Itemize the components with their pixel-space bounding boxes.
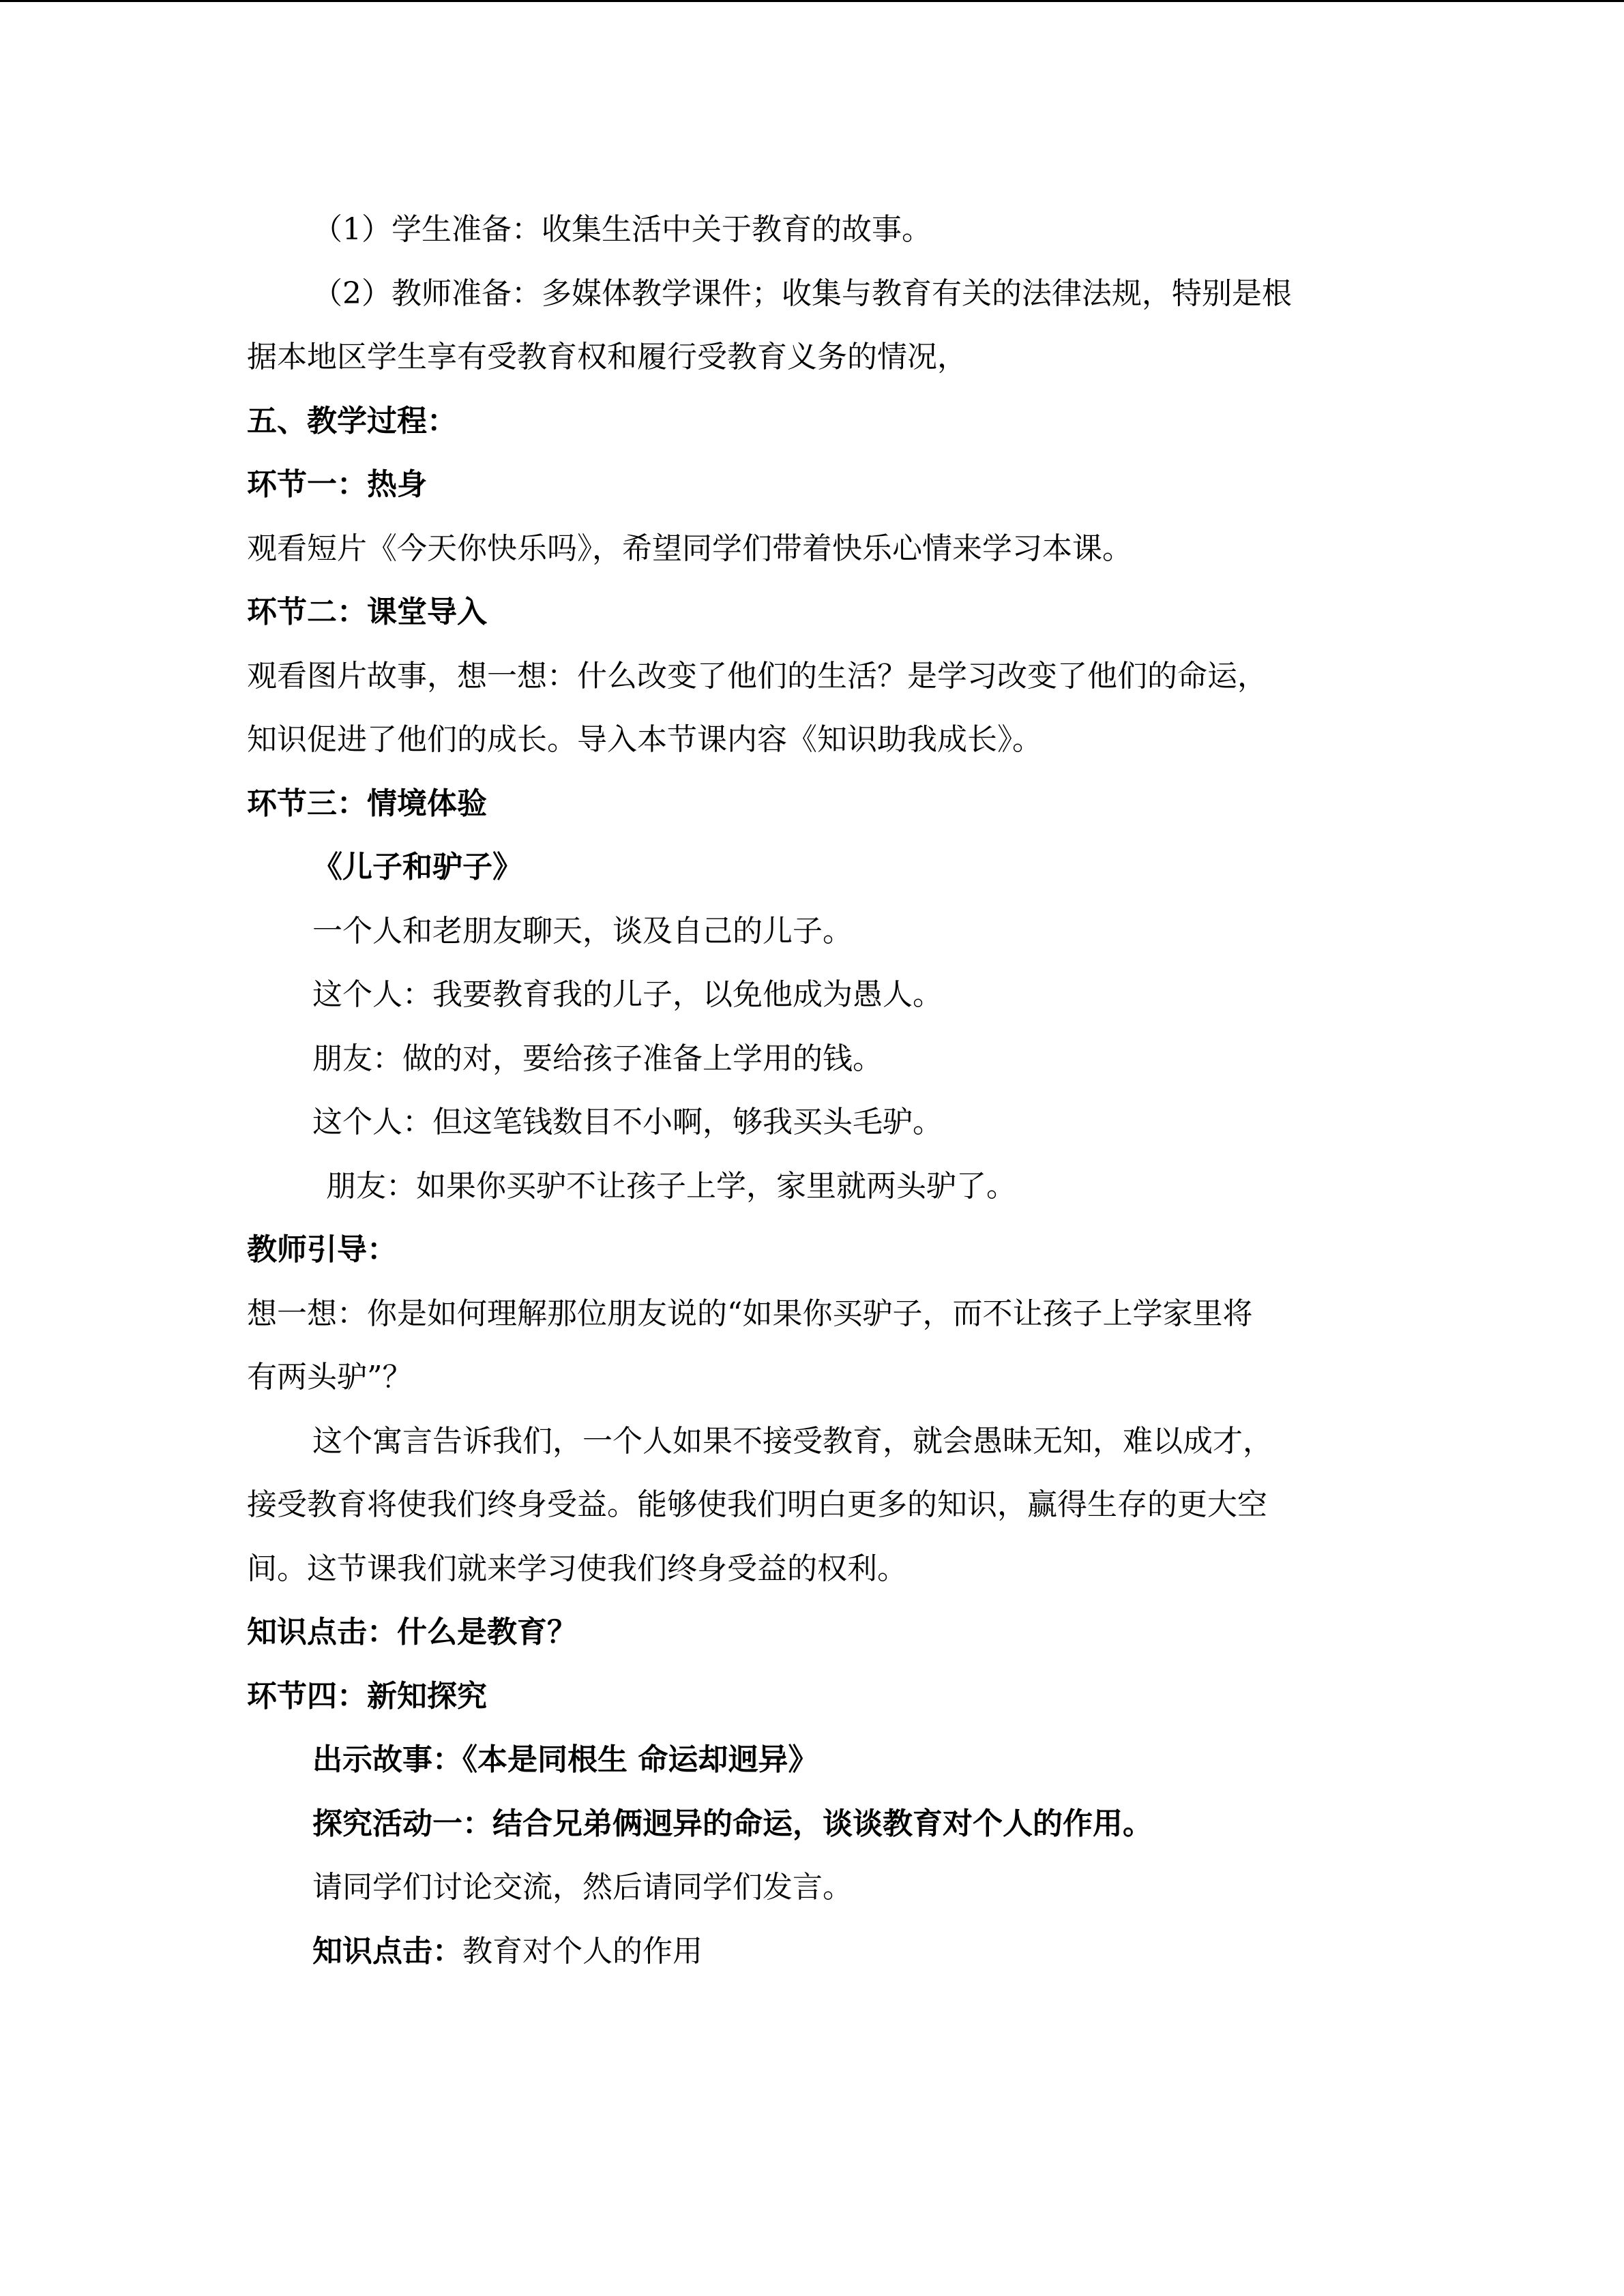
story-title: 《儿子和驴子》 — [312, 850, 522, 884]
step-heading-introduction: 环节二：课堂导入 — [247, 595, 487, 629]
introduction-text-cont: 知识促进了他们的成长。导入本节课内容《知识助我成长》。 — [247, 722, 1042, 757]
knowledge-point-text: 教育对个人的作用 — [462, 1933, 703, 1969]
think-question: 想一想：你是如何理解那位朋友说的“如果你买驴子，而不让孩子上学家里将 — [247, 1296, 1253, 1331]
teacher-preparation-line-cont: 据本地区学生享有受教育权和履行受教育义务的情况， — [247, 340, 967, 374]
discussion-line: 请同学们讨论交流，然后请同学们发言。 — [312, 1870, 853, 1905]
document-page — [247, 198, 1393, 1983]
think-question-cont: 有两头驴”？ — [247, 1360, 413, 1395]
page-top-border — [0, 0, 1624, 2]
story-line: 朋友：做的对，要给孩子准备上学用的钱。 — [312, 1041, 883, 1076]
story-line: 这个人：我要教育我的儿子，以免他成为愚人。 — [312, 977, 943, 1012]
story-line: 一个人和老朋友聊天，谈及自己的儿子。 — [312, 913, 853, 949]
story-show-line: 出示故事：《本是同根生 命运却迥异》 — [312, 1742, 818, 1777]
knowledge-point-label: 知识点击： — [312, 1933, 462, 1969]
warmup-text: 观看短片《今天你快乐吗》，希望同学们带着快乐心情来学习本课。 — [247, 531, 1132, 566]
teacher-guide-heading: 教师引导： — [247, 1232, 397, 1267]
section-heading-teaching-process: 五、教学过程： — [247, 403, 457, 438]
fable-lesson-text: 这个寓言告诉我们，一个人如果不接受教育，就会愚昧无知，难以成才， — [312, 1423, 1273, 1459]
fable-lesson-text-end: 间。这节课我们就来学习使我们终身受益的权利。 — [247, 1551, 907, 1586]
knowledge-point-what-is-education: 知识点击：什么是教育？ — [247, 1615, 577, 1650]
knowledge-point-line — [247, 1920, 1393, 1984]
student-preparation-line: （1）学生准备：收集生活中关于教育的故事。 — [312, 212, 932, 247]
introduction-text: 观看图片故事，想一想：什么改变了他们的生活？是学习改变了他们的命运， — [247, 658, 1267, 694]
activity-one-line: 探究活动一：结合兄弟俩迥异的命运，谈谈教育对个人的作用。 — [312, 1806, 1153, 1841]
story-line: 朋友：如果你买驴不让孩子上学，家里就两头驴了。 — [326, 1168, 1016, 1204]
step-heading-exploration: 环节四：新知探究 — [247, 1678, 487, 1714]
teacher-preparation-line: （2）教师准备：多媒体教学课件；收集与教育有关的法律法规，特别是根 — [312, 275, 1292, 311]
step-heading-warmup: 环节一：热身 — [247, 467, 427, 502]
fable-lesson-text-cont: 接受教育将使我们终身受益。能够使我们明白更多的知识，赢得生存的更大空 — [247, 1487, 1267, 1522]
step-heading-situation: 环节三：情境体验 — [247, 786, 487, 821]
story-line: 这个人：但这笔钱数目不小啊，够我买头毛驴。 — [312, 1105, 943, 1139]
